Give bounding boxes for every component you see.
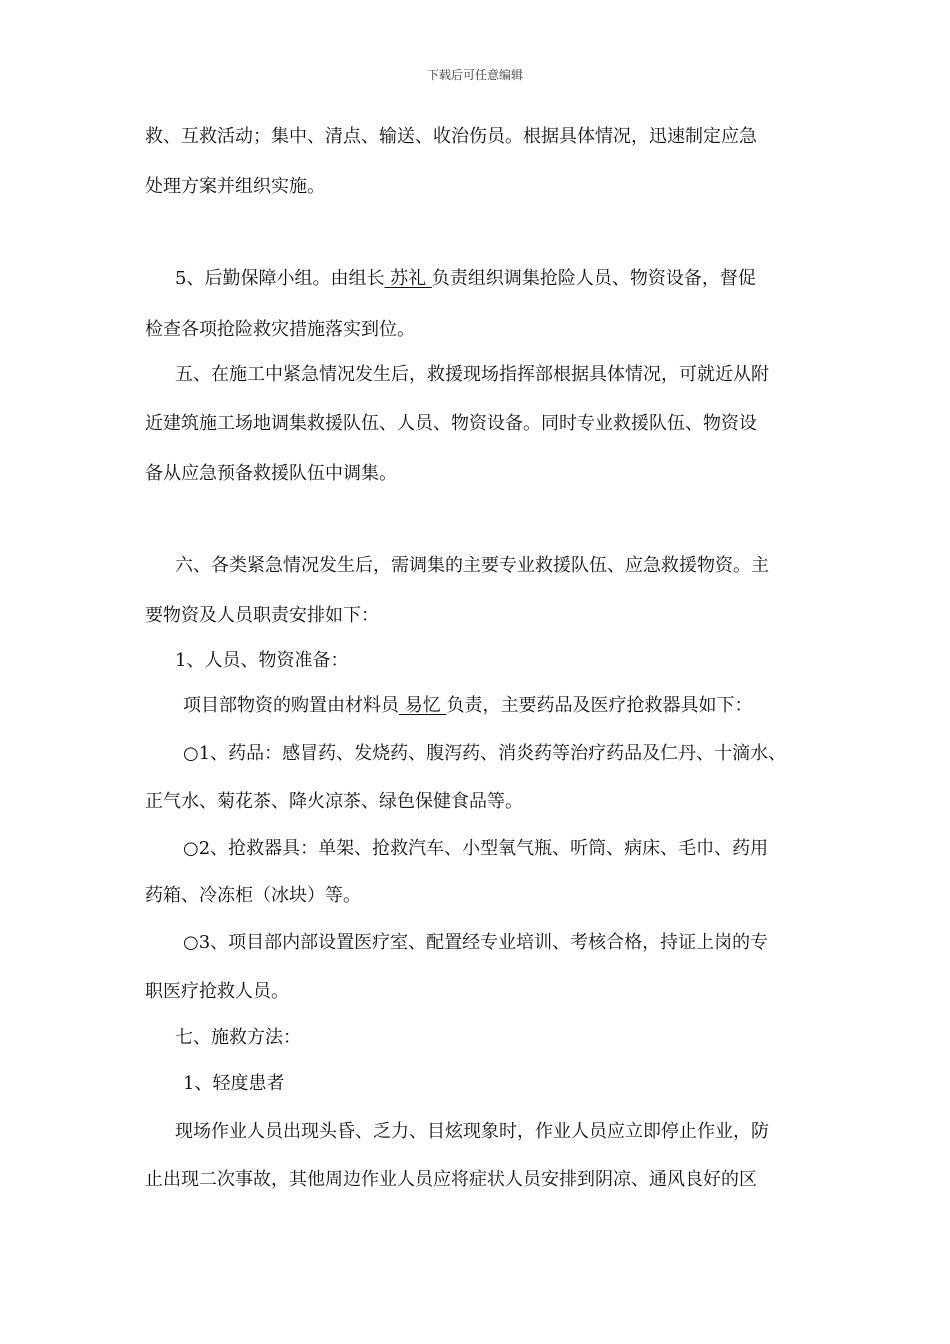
paragraph-line: 救、互救活动；集中、清点、输送、收治伤员。根据具体情况，迅速制定应急 xyxy=(145,126,757,147)
paragraph-line: 药箱、冷冻柜（冰块）等。 xyxy=(145,885,361,906)
section-heading-7: 七、施救方法： xyxy=(175,1027,301,1048)
paragraph-line: 正气水、菊花茶、降火凉茶、绿色保健食品等。 xyxy=(145,791,523,812)
paragraph-line: 检查各项抢险救灾措施落实到位。 xyxy=(145,319,415,340)
paragraph-line-logistics-group xyxy=(175,266,756,292)
underlined-name: 苏礼 xyxy=(384,268,432,289)
paragraph-line: 近建筑施工场地调集救援队伍、人员、物资设备。同时专业救援队伍、物资设 xyxy=(145,413,757,434)
text-segment: 负责组织调集抢险人员、物资设备，督促 xyxy=(431,268,756,289)
list-item-medical-room: ○3、项目部内部设置医疗室、配置经专业培训、考核合格，持证上岗的专 xyxy=(183,932,769,953)
text-segment: 项目部物资的购置由材料员 xyxy=(183,695,399,716)
paragraph-line: 备从应急预备救援队伍中调集。 xyxy=(145,463,397,484)
subheading-personnel-materials: 1、人员、物资准备： xyxy=(175,650,349,671)
page-header: 下载后可任意编辑 xyxy=(426,68,523,82)
list-item-medicines: ○1、药品：感冒药、发烧药、腹泻药、消炎药等治疗药品及仁丹、十滴水、 xyxy=(183,743,787,764)
list-item-rescue-equipment: ○2、抢救器具：单架、抢救汽车、小型氧气瓶、听筒、病床、毛巾、药用 xyxy=(183,838,769,859)
paragraph-line: 处理方案并组织实施。 xyxy=(145,176,325,197)
paragraph-line: 要物资及人员职责安排如下： xyxy=(145,605,379,626)
paragraph-line: 止出现二次事故，其他周边作业人员应将症状人员安排到阴凉、通风良好的区 xyxy=(145,1169,757,1190)
text-segment: 5、后勤保障小组。由组长 xyxy=(175,268,385,289)
paragraph-line-procurement xyxy=(183,693,752,719)
text-segment: 负责，主要药品及医疗抢救器具如下： xyxy=(446,695,753,716)
paragraph-line: 现场作业人员出现头昏、乏力、目炫现象时，作业人员应立即停止作业，防 xyxy=(175,1121,769,1142)
paragraph-line: 职医疗抢救人员。 xyxy=(145,981,289,1002)
section-heading-5: 五、在施工中紧急情况发生后，救援现场指挥部根据具体情况，可就近从附 xyxy=(175,364,769,385)
subheading-mild-patients: 1、轻度患者 xyxy=(183,1073,285,1094)
section-heading-6: 六、各类紧急情况发生后，需调集的主要专业救援队伍、应急救援物资。主 xyxy=(175,555,769,576)
underlined-name: 易忆 xyxy=(399,695,447,716)
